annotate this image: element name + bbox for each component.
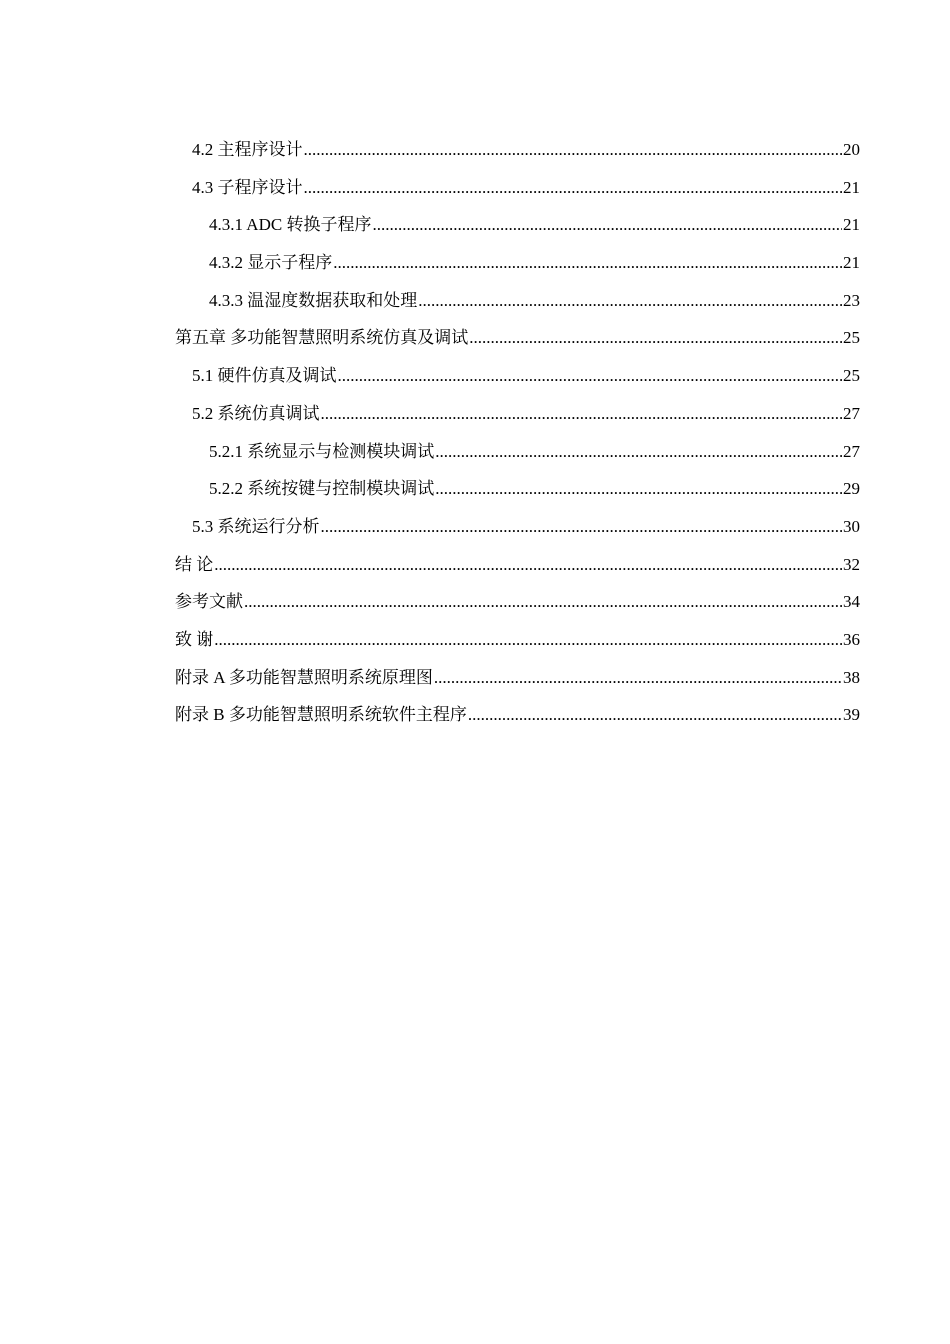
toc-entry[interactable] [175, 282, 860, 320]
toc-entry-page: 39 [843, 705, 860, 725]
toc-dot-leader [418, 282, 842, 320]
toc-entry-page: 27 [843, 403, 860, 423]
toc-dot-leader [338, 357, 843, 395]
toc-dot-leader [214, 546, 842, 584]
toc-entry-title: 4.3.3 温湿度数据获取和处理 [209, 290, 418, 310]
toc-entry-page: 20 [843, 140, 860, 159]
toc-entry-page: 29 [843, 479, 860, 499]
toc-dot-leader [214, 621, 842, 659]
table-of-contents [175, 131, 860, 734]
toc-entry-page: 21 [843, 253, 860, 273]
toc-dot-leader [469, 319, 842, 357]
toc-entry-title: 第五章 多功能智慧照明系统仿真及调试 [175, 328, 469, 348]
toc-entry[interactable] [175, 357, 860, 395]
toc-dot-leader [333, 244, 842, 282]
toc-entry[interactable] [175, 206, 860, 244]
toc-entry-title: 4.3 子程序设计 [192, 177, 303, 197]
toc-dot-leader [321, 395, 843, 433]
toc-entry-title: 参考文献 [175, 592, 243, 612]
toc-dot-leader [468, 696, 842, 734]
toc-entry-page: 34 [843, 592, 860, 612]
toc-dot-leader [304, 131, 843, 169]
toc-dot-leader [321, 508, 843, 546]
toc-entry[interactable] [175, 470, 860, 508]
toc-entry[interactable] [175, 583, 860, 621]
toc-dot-leader [244, 583, 842, 621]
toc-entry-page: 23 [843, 290, 860, 310]
toc-entry-page: 36 [843, 629, 860, 649]
toc-entry[interactable] [175, 546, 860, 584]
toc-entry[interactable] [175, 395, 860, 433]
toc-entry-title: 5.2.2 系统按键与控制模块调试 [209, 479, 435, 499]
toc-entry[interactable] [175, 659, 860, 697]
toc-entry-page: 27 [843, 441, 860, 461]
toc-entry[interactable] [175, 244, 860, 282]
toc-entry-page: 38 [843, 667, 860, 687]
toc-entry-title: 4.3.1 ADC 转换子程序 [209, 215, 372, 235]
toc-dot-leader [372, 206, 842, 244]
toc-dot-leader [304, 169, 843, 207]
toc-entry-page: 25 [843, 366, 860, 386]
toc-entry[interactable] [175, 169, 860, 207]
toc-entry-title: 结 论 [175, 554, 214, 574]
toc-entry[interactable] [175, 508, 860, 546]
toc-entry-page: 25 [843, 328, 860, 348]
toc-entry-page: 21 [843, 215, 860, 235]
toc-dot-leader [435, 470, 842, 508]
toc-entry-title: 附录 B 多功能智慧照明系统软件主程序 [175, 705, 467, 725]
toc-entry-title: 5.1 硬件仿真及调试 [192, 366, 337, 386]
toc-entry-title: 致 谢 [175, 629, 214, 649]
toc-entry-page: 21 [843, 177, 860, 197]
toc-entry-title: 5.2.1 系统显示与检测模块调试 [209, 441, 435, 461]
toc-entry-title: 5.3 系统运行分析 [192, 516, 320, 536]
toc-entry-page: 32 [843, 554, 860, 574]
toc-entry[interactable] [175, 433, 860, 471]
toc-entry-title: 5.2 系统仿真调试 [192, 403, 320, 423]
toc-entry-page: 30 [843, 516, 860, 536]
toc-entry-title: 4.2 主程序设计 [192, 140, 303, 159]
toc-dot-leader [434, 659, 842, 697]
toc-entry[interactable] [175, 131, 860, 169]
toc-entry-title: 附录 A 多功能智慧照明系统原理图 [175, 667, 433, 687]
toc-entry[interactable] [175, 696, 860, 734]
toc-entry-title: 4.3.2 显示子程序 [209, 253, 333, 273]
toc-dot-leader [435, 433, 842, 471]
toc-entry[interactable] [175, 319, 860, 357]
toc-entry[interactable] [175, 621, 860, 659]
